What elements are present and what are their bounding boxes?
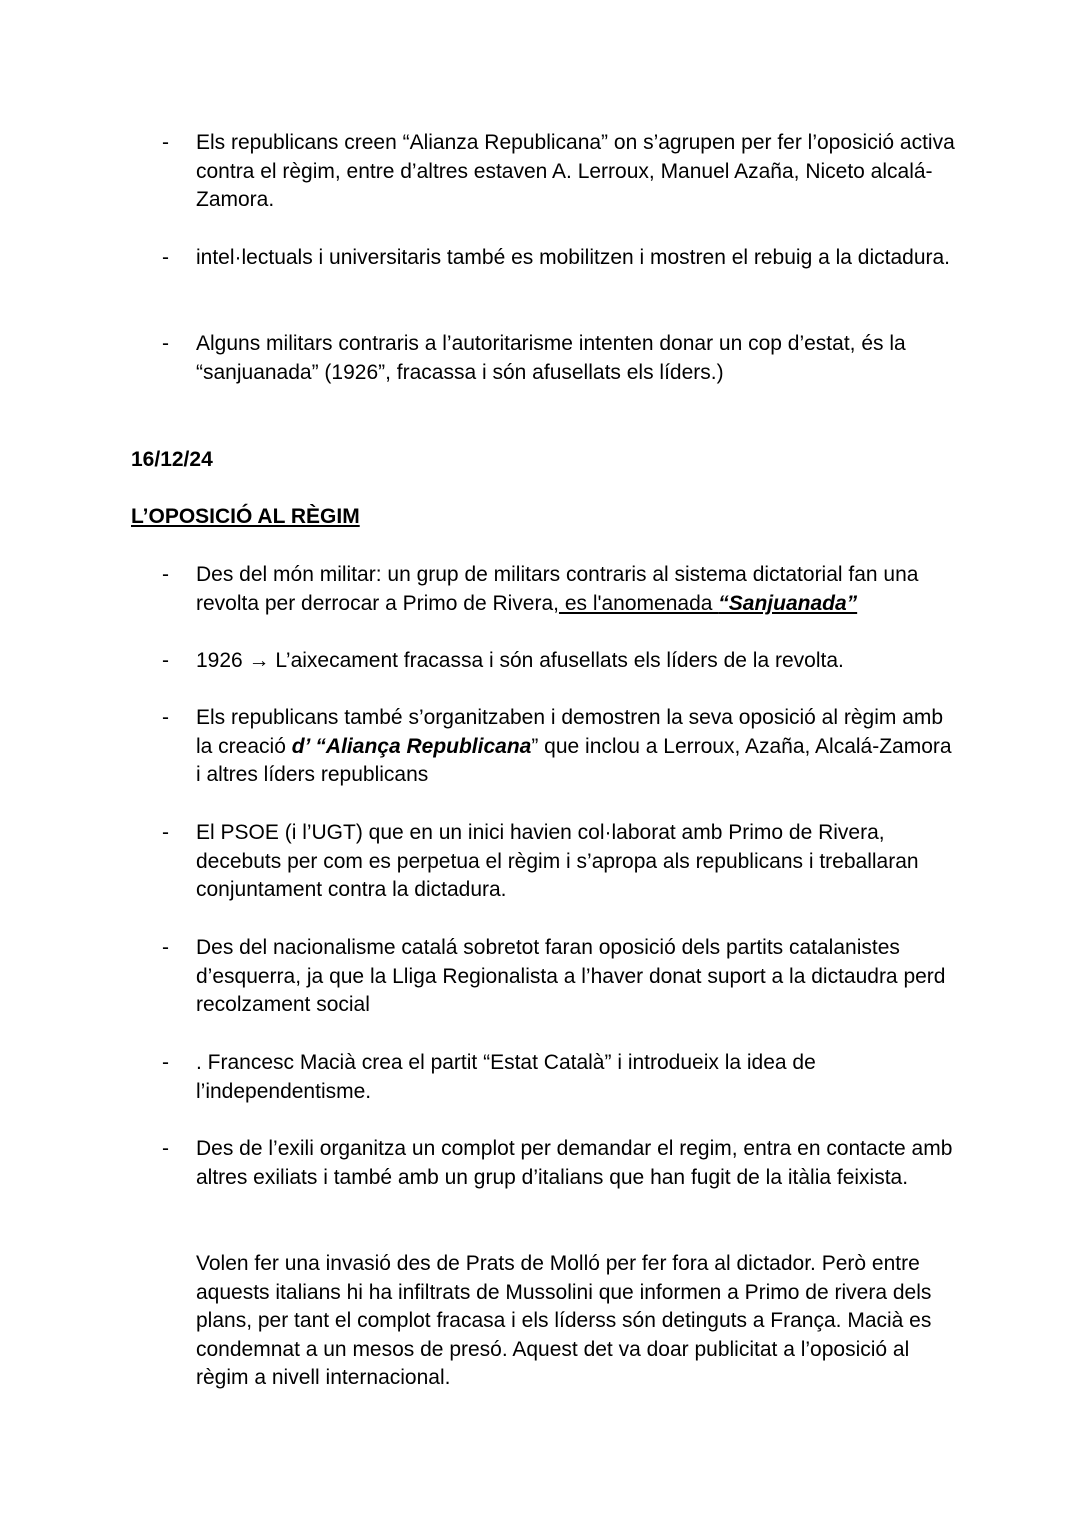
section-title: L’OPOSICIÓ AL RÈGIM xyxy=(131,505,360,528)
list-item xyxy=(162,244,956,273)
list-item xyxy=(162,129,956,215)
list-item-text: Els republicans creen “Alianza Republicana” on s’agrupen per fer l’oposició activa contra el règim, entre d’altres estaven A. Lerroux, Manuel Azaña, Niceto alcalá-Zamora. xyxy=(196,131,955,212)
list-item-text: . Francesc Macià crea el partit “Estat Català” i introdueix la idea de l’independentisme. xyxy=(196,1051,816,1103)
underlined-text: es l'anomenada xyxy=(558,591,719,615)
list-item xyxy=(162,934,956,1020)
bullet-dash: - xyxy=(162,706,169,729)
list-item xyxy=(162,1135,956,1192)
list-item-text: intel·lectuals i universitaris també es mobilitzen i mostren el rebuig a la dictadura. xyxy=(196,246,951,269)
list-item-text: Des del nacionalisme catalá sobretot faran oposició dels partits catalanistes d’esquerra, ja que la Lliga Regionalista a l’haver donat suport a la dictaudra perd recolzament social xyxy=(196,936,946,1017)
bullet-dash: - xyxy=(162,1137,169,1160)
list-item xyxy=(162,647,956,676)
bullet-dash: - xyxy=(162,131,169,154)
bullet-dash: - xyxy=(162,563,169,586)
bullet-dash: - xyxy=(162,332,169,355)
list-item-text: Alguns militars contraris a l’autoritarisme intenten donar un cop d’estat, és la “sanjuanada” (1926”, fracassa i són afusellats els líders.) xyxy=(196,332,906,384)
list-item xyxy=(162,704,956,790)
emphasis-alianca: d’ “Aliança Republicana xyxy=(291,734,532,758)
list-item xyxy=(162,330,956,387)
list-item xyxy=(162,1049,956,1106)
bullet-dash: - xyxy=(162,821,169,844)
date-heading: 16/12/24 xyxy=(131,448,213,471)
bullet-dash: - xyxy=(162,1051,169,1074)
list-item-text: ” que inclou a Lerroux, Azaña, Alcalá-Zamora i altres líders republicans xyxy=(196,734,952,787)
body-paragraph: Volen fer una invasió des de Prats de Molló per fer fora al dictador. Però entre aquests italians hi ha infiltrats de Mussolini que informen a Primo de rivera dels plans, per tant el complot fracasa i els líderss són detinguts a França. Macià es condemnat a un mesos de presó. Aquest det va doar publicitat a l’oposició al règim a nivell internacional. xyxy=(196,1252,932,1390)
list-item xyxy=(162,819,956,905)
list-item-text: El PSOE (i l’UGT) que en un inici havien col·laborat amb Primo de Rivera, decebuts per com es perpetua el règim i s’apropa als republicans i treballaran conjuntament contra la dictadura. xyxy=(196,821,919,902)
list-item-text: Des de l’exili organitza un complot per demandar el regim, entra en contacte amb altres exiliats i també amb un grup d’italians que han fugit de la itàlia feixista. xyxy=(196,1137,953,1189)
bullet-dash: - xyxy=(162,936,169,959)
bullet-dash: - xyxy=(162,649,169,672)
list-item-text: 1926 → L’aixecament fracassa i són afusellats els líders de la revolta. xyxy=(196,649,844,672)
list-item-text: Des del món militar: un grup de militars contraris al sistema dictatorial fan una revolta per derrocar a Primo de Rivera, xyxy=(196,563,919,615)
emphasis-sanjuanada: “Sanjuanada” xyxy=(718,591,858,615)
list-item-text: Els republicans també s’organitzaben i demostren la seva oposició al règim amb la creació xyxy=(196,706,944,758)
bullet-dash: - xyxy=(162,246,169,269)
list-item xyxy=(162,561,956,618)
